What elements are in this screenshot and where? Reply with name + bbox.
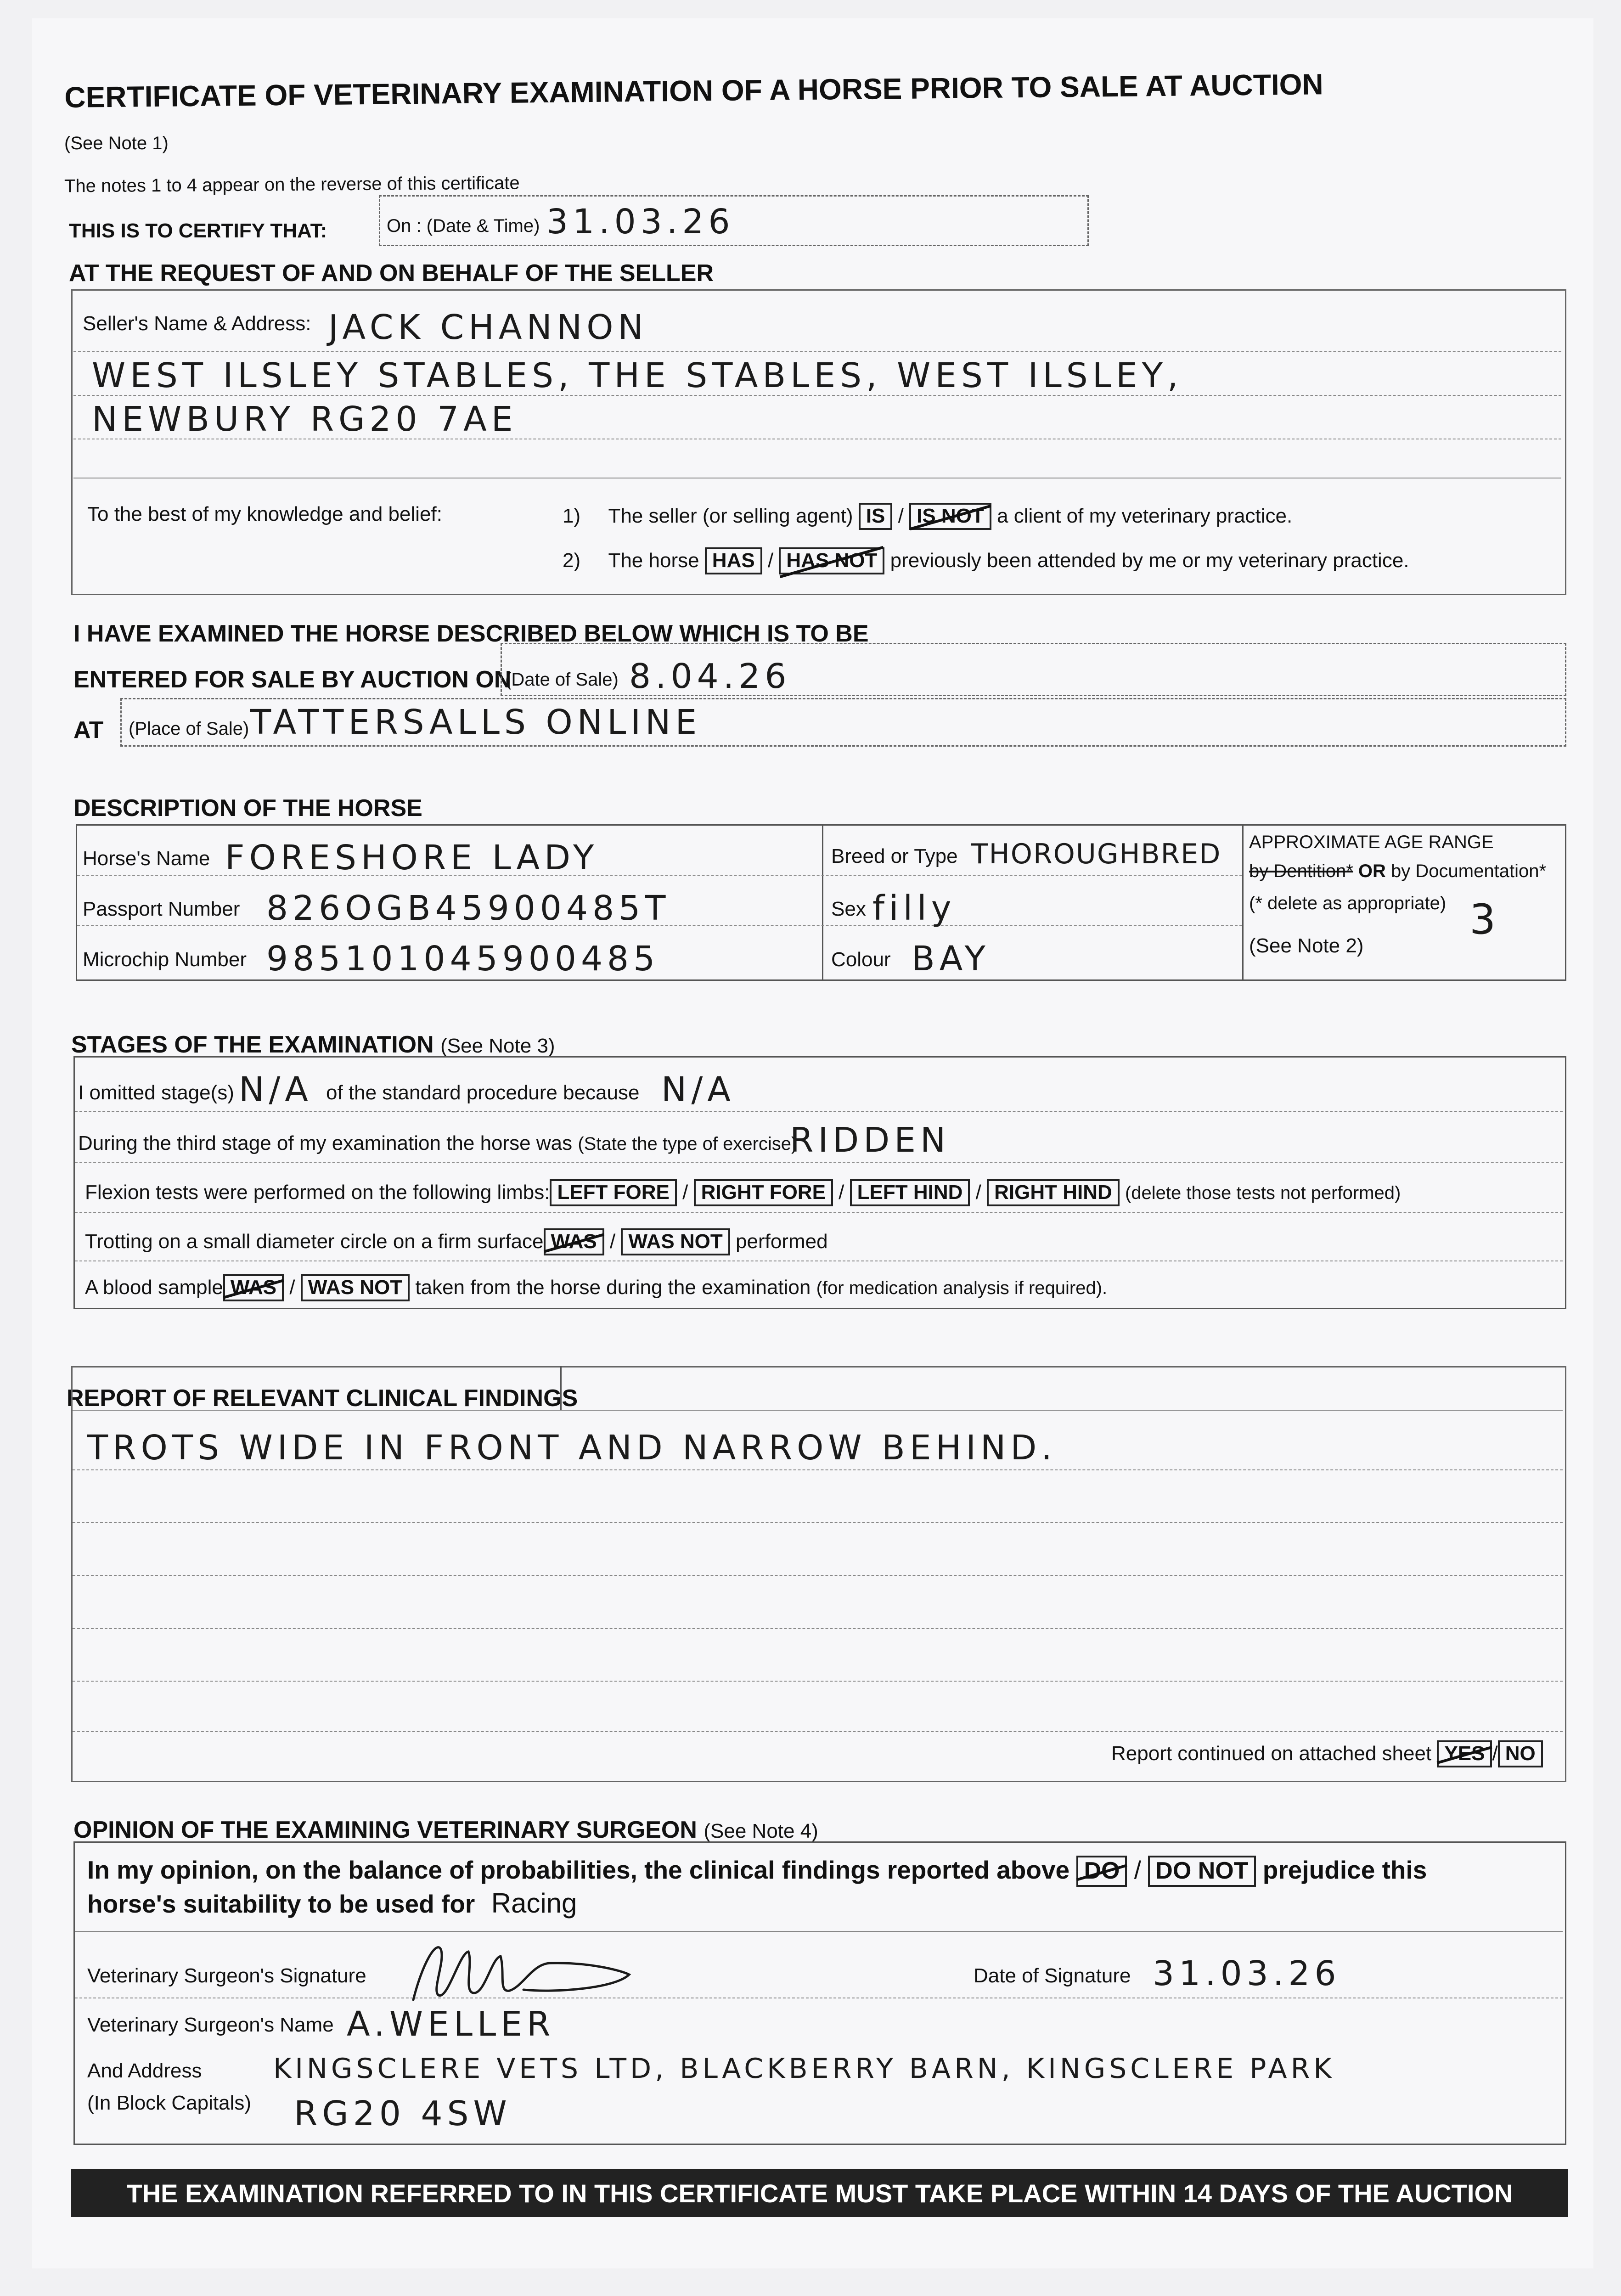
has-option[interactable]: HAS — [705, 547, 762, 574]
horse-name-value: FORESHORE LADY — [225, 838, 599, 878]
left-hind-option[interactable]: LEFT HIND — [850, 1179, 970, 1206]
vet-name-value: A.WELLER — [347, 2004, 555, 2044]
age-note: (See Note 2) — [1249, 934, 1364, 957]
third-stage-value: RIDDEN — [790, 1120, 951, 1160]
age-dentition[interactable]: by Dentition* — [1249, 861, 1353, 881]
signature-label: Veterinary Surgeon's Signature — [87, 1964, 366, 1987]
item2-post: previously been attended by me or my veterinary practice. — [890, 549, 1409, 572]
description-col-divider-2 — [1242, 824, 1244, 979]
third-stage-hint: (State the type of exercise) — [578, 1134, 798, 1154]
report-heading: REPORT OF RELEVANT CLINICAL FINDINGS — [67, 1385, 578, 1412]
sale-date-value: 8.04.26 — [629, 657, 791, 696]
is-option[interactable]: IS — [859, 503, 893, 530]
item2-text: The horse — [608, 549, 699, 572]
trot-sep: / — [609, 1230, 616, 1253]
item2-number: 2) — [563, 549, 581, 572]
horse-name-label: Horse's Name — [83, 847, 210, 870]
opinion-see-note: (See Note 4) — [704, 1820, 818, 1842]
report-line-1 — [73, 1469, 1563, 1470]
report-line-4 — [73, 1628, 1563, 1629]
blood-post: taken from the horse during the examination — [415, 1276, 811, 1299]
knowledge-item-2 — [563, 547, 1409, 574]
right-hind-option[interactable]: RIGHT HIND — [987, 1179, 1120, 1206]
blood-was-option[interactable]: WAS — [223, 1274, 284, 1301]
description-col-divider-1 — [822, 824, 823, 979]
report-continued-label: Report continued on attached sheet — [1111, 1742, 1432, 1765]
do-option[interactable]: DO — [1076, 1856, 1127, 1887]
knowledge-label: To the best of my knowledge and belief: — [87, 503, 442, 525]
opinion-title: OPINION OF THE EXAMINING VETERINARY SURGEON — [73, 1817, 697, 1843]
colour-value: BAY — [912, 939, 990, 979]
microchip-value: 985101045900485 — [266, 939, 660, 979]
opinion-text-line1 — [87, 1855, 1427, 1887]
stages-divider-2 — [75, 1162, 1563, 1163]
stages-heading — [71, 1031, 555, 1058]
trot-performed: performed — [736, 1230, 828, 1253]
date-signature-label: Date of Signature — [974, 1964, 1131, 1987]
sex-value: filly — [872, 889, 956, 928]
flexion-label: Flexion tests were performed on the following limbs: — [85, 1181, 550, 1204]
seller-address-line2: NEWBURY RG20 7AE — [92, 400, 518, 439]
date-signature-value: 31.03.26 — [1153, 1954, 1341, 1993]
address-label: And Address — [87, 2060, 202, 2082]
address-line1: KINGSCLERE VETS LTD, BLACKBERRY BARN, KINGSCLERE PARK — [273, 2053, 1335, 2085]
flexion-hint: (delete those tests not performed) — [1125, 1183, 1401, 1203]
report-line-2 — [73, 1522, 1563, 1523]
opinion-text-line2-label: horse's suitability to be used for — [87, 1890, 475, 1918]
blood-label: A blood sample — [85, 1276, 223, 1299]
report-sep: / — [1492, 1742, 1498, 1765]
opinion-heading — [73, 1816, 818, 1844]
third-stage-label: During the third stage of my examination the horse was — [78, 1132, 573, 1154]
opinion-sep: / — [1134, 1856, 1141, 1884]
sale-place-value: TATTERSALLS ONLINE — [250, 703, 702, 742]
trot-label: Trotting on a small diameter circle on a firm surface — [85, 1230, 544, 1253]
sale-place-label: (Place of Sale) — [129, 719, 249, 739]
flexion-sep-3: / — [975, 1181, 981, 1204]
sex-label: Sex — [831, 898, 866, 920]
microchip-label: Microchip Number — [83, 948, 247, 971]
passport-value: 826OGB45900485T — [266, 889, 670, 928]
use-value: Racing — [491, 1888, 577, 1919]
flexion-line — [85, 1179, 1401, 1206]
report-no-option[interactable]: NO — [1498, 1740, 1543, 1767]
report-heading-divider — [560, 1366, 562, 1410]
because-label: of the standard procedure because — [326, 1081, 640, 1104]
report-line-6 — [73, 1731, 1563, 1732]
age-method — [1249, 861, 1546, 882]
age-delete-hint: (* delete as appropriate) — [1249, 893, 1447, 913]
report-line-3 — [73, 1575, 1563, 1576]
blood-sep: / — [289, 1276, 295, 1299]
report-continued-line — [1111, 1740, 1543, 1767]
report-yes-option[interactable]: YES — [1437, 1740, 1492, 1767]
item1-text: The seller (or selling agent) — [608, 505, 853, 527]
right-fore-option[interactable]: RIGHT FORE — [694, 1179, 833, 1206]
blood-line — [85, 1274, 1107, 1301]
address-hint: (In Block Capitals) — [87, 2092, 252, 2114]
trot-line — [85, 1228, 828, 1255]
breed-label: Breed or Type — [831, 845, 958, 867]
request-heading: AT THE REQUEST OF AND ON BEHALF OF THE SELLER — [69, 260, 714, 287]
opinion-text-line2 — [87, 1887, 577, 1919]
because-value: N/A — [661, 1070, 735, 1109]
has-not-option[interactable]: HAS NOT — [779, 547, 884, 574]
age-heading: APPROXIMATE AGE RANGE — [1249, 832, 1494, 852]
item1-separator: / — [898, 505, 904, 527]
omitted-label: I omitted stage(s) — [78, 1081, 234, 1104]
address-line2: RG20 4SW — [294, 2094, 512, 2133]
stages-divider-1 — [75, 1111, 1563, 1112]
age-documentation[interactable]: by Documentation* — [1391, 861, 1547, 881]
knowledge-item-1 — [563, 503, 1292, 530]
seller-name-value: JACK CHANNON — [328, 308, 648, 347]
certify-label: THIS IS TO CERTIFY THAT: — [69, 219, 327, 242]
flexion-sep-2: / — [839, 1181, 844, 1204]
third-stage-line — [78, 1132, 797, 1155]
left-fore-option[interactable]: LEFT FORE — [550, 1179, 676, 1206]
passport-label: Passport Number — [83, 898, 240, 920]
vet-signature — [404, 1936, 689, 2004]
colour-label: Colour — [831, 948, 891, 971]
report-finding-line1: TROTS WIDE IN FRONT AND NARROW BEHIND. — [87, 1428, 1057, 1468]
trot-was-option[interactable]: WAS — [544, 1228, 604, 1255]
vet-name-label: Veterinary Surgeon's Name — [87, 2014, 334, 2036]
seller-label: Seller's Name & Address: — [83, 312, 311, 335]
report-line-5 — [73, 1681, 1563, 1682]
notes-line: The notes 1 to 4 appear on the reverse of this certificate — [64, 173, 520, 197]
opinion-divider-1 — [75, 1931, 1563, 1932]
item1-number: 1) — [563, 505, 581, 527]
blood-was-not-option[interactable]: WAS NOT — [301, 1274, 410, 1301]
opinion-text-pre: In my opinion, on the balance of probabilities, the clinical findings reported above — [87, 1856, 1070, 1884]
examined-heading-1: I HAVE EXAMINED THE HORSE DESCRIBED BELOW WHICH IS TO BE — [73, 620, 869, 647]
at-label: AT — [73, 717, 104, 743]
certify-date-value: 31.03.26 — [546, 202, 735, 242]
seller-divider-1 — [73, 351, 1561, 352]
flexion-sep-1: / — [682, 1181, 688, 1204]
item2-separator: / — [767, 549, 774, 572]
stages-divider-3 — [75, 1212, 1563, 1213]
page-title: CERTIFICATE OF VETERINARY EXAMINATION OF A HORSE PRIOR TO SALE AT AUCTION — [64, 68, 1324, 114]
sale-date-label: (Date of Sale) — [505, 670, 619, 690]
report-line-0 — [73, 1410, 1563, 1411]
seller-address-line1: WEST ILSLEY STABLES, THE STABLES, WEST ILSLEY, — [92, 356, 1183, 395]
see-note-1: (See Note 1) — [64, 133, 169, 153]
signature-stroke — [413, 1947, 629, 2000]
age-or: OR — [1358, 861, 1386, 881]
seller-divider-2 — [73, 395, 1561, 396]
blood-hint: (for medication analysis if required). — [816, 1278, 1108, 1298]
examined-heading-2: ENTERED FOR SALE BY AUCTION ON — [73, 666, 512, 693]
is-not-option[interactable]: IS NOT — [909, 503, 991, 530]
opinion-text-post: prejudice this — [1262, 1856, 1427, 1884]
item1-post: a client of my veterinary practice. — [997, 505, 1293, 527]
breed-value: THOROUGHBRED — [971, 838, 1221, 870]
omitted-value: N/A — [239, 1070, 313, 1109]
description-heading: DESCRIPTION OF THE HORSE — [73, 795, 422, 822]
stages-title: STAGES OF THE EXAMINATION — [71, 1031, 434, 1058]
do-not-option[interactable]: DO NOT — [1148, 1856, 1255, 1887]
footer-banner: THE EXAMINATION REFERRED TO IN THIS CERTIFICATE MUST TAKE PLACE WITHIN 14 DAYS OF THE AUCTION — [71, 2169, 1568, 2217]
age-value: 3 — [1469, 895, 1501, 944]
certify-on-label: On : (Date & Time) — [387, 216, 540, 236]
trot-was-not-option[interactable]: WAS NOT — [621, 1228, 730, 1255]
stages-see-note: (See Note 3) — [440, 1035, 555, 1057]
